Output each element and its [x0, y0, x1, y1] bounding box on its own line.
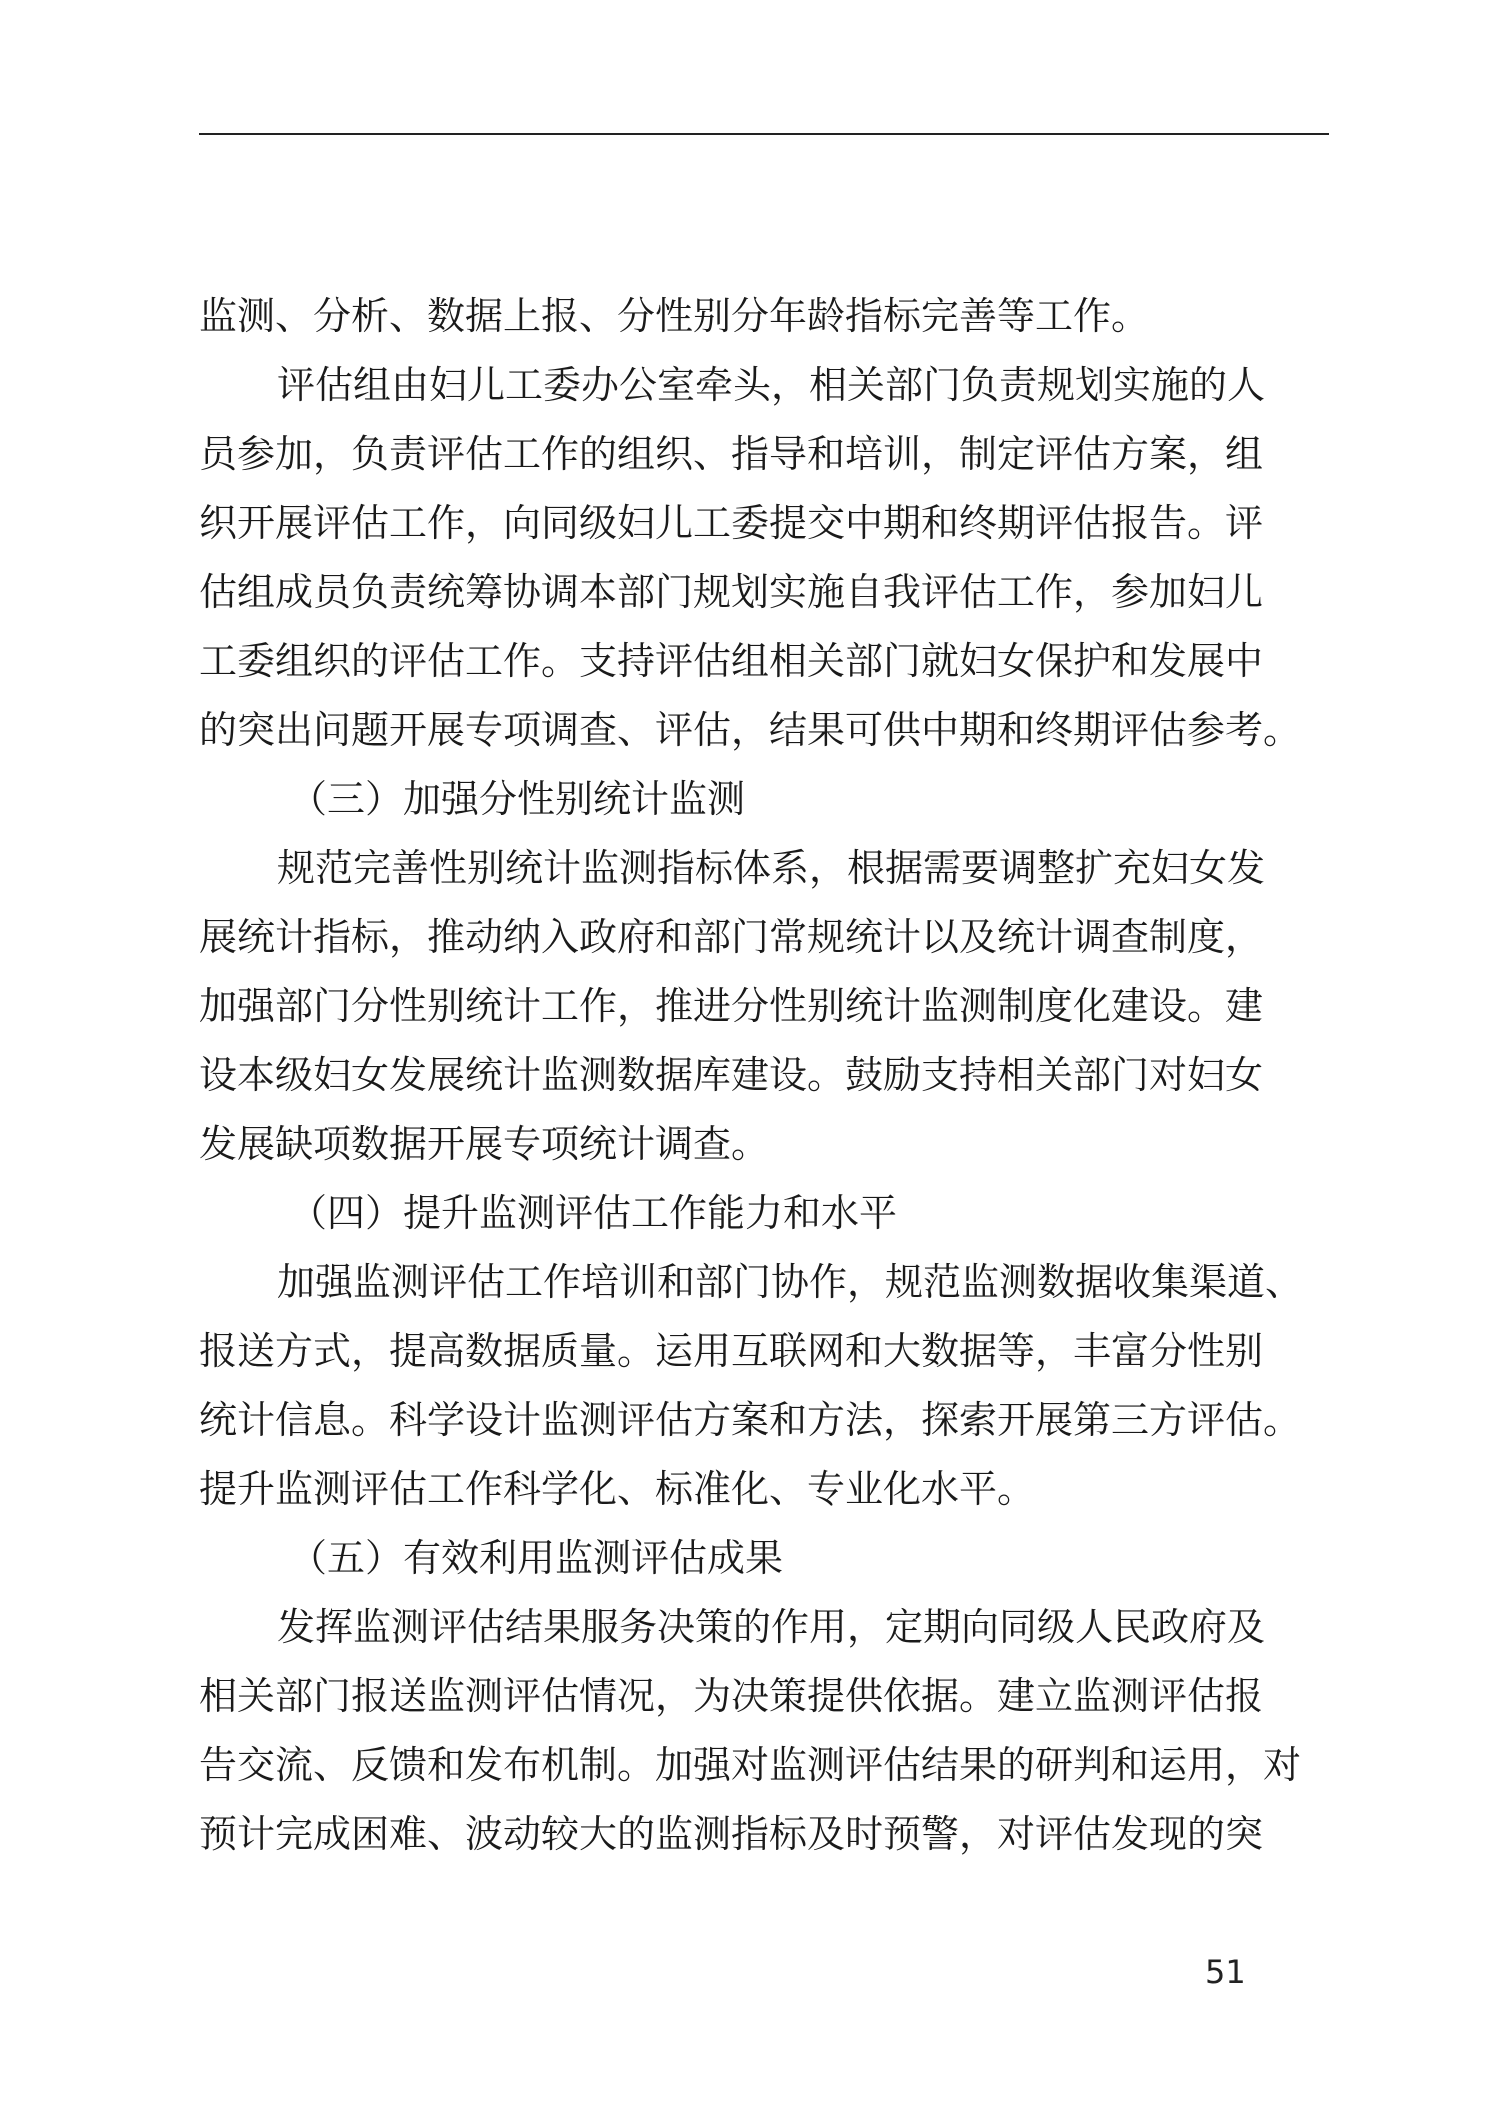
text-line: 发挥监测评估结果服务决策的作用，定期向同级人民政府及 [277, 1605, 1266, 1649]
text-line: 统计信息。科学设计监测评估方案和方法，探索开展第三方评估。 [199, 1398, 1302, 1442]
page-number: 51 [1205, 1953, 1246, 1991]
text-line: 加强监测评估工作培训和部门协作，规范监测数据收集渠道、 [277, 1260, 1304, 1304]
text-line: 设本级妇女发展统计监测数据库建设。鼓励支持相关部门对妇女 [199, 1053, 1264, 1097]
text-line: 相关部门报送监测评估情况，为决策提供依据。建立监测评估报 [199, 1674, 1264, 1718]
body-text [199, 282, 1349, 1869]
text-line: 织开展评估工作，向同级妇儿工委提交中期和终期评估报告。评 [199, 501, 1264, 545]
text-line: 预计完成困难、波动较大的监测指标及时预警，对评估发现的突 [199, 1812, 1264, 1856]
text-line: 报送方式，提高数据质量。运用互联网和大数据等，丰富分性别 [199, 1329, 1264, 1373]
text-line: 的突出问题开展专项调查、评估，结果可供中期和终期评估参考。 [199, 708, 1302, 752]
text-line: 员参加，负责评估工作的组织、指导和培训，制定评估方案，组 [199, 432, 1264, 476]
text-line: 工委组织的评估工作。支持评估组相关部门就妇女保护和发展中 [199, 639, 1264, 683]
section-heading: （五）有效利用监测评估成果 [289, 1536, 784, 1580]
text-line: 评估组由妇儿工委办公室牵头，相关部门负责规划实施的人 [277, 363, 1266, 407]
section-heading: （三）加强分性别统计监测 [289, 777, 746, 821]
text-line: 监测、分析、数据上报、分性别分年龄指标完善等工作。 [199, 294, 1150, 338]
text-line: 规范完善性别统计监测指标体系，根据需要调整扩充妇女发 [277, 846, 1266, 890]
text-line: 加强部门分性别统计工作，推进分性别统计监测制度化建设。建 [199, 984, 1264, 1028]
text-line: 展统计指标，推动纳入政府和部门常规统计以及统计调查制度， [199, 915, 1264, 959]
text-line: 提升监测评估工作科学化、标准化、专业化水平。 [199, 1467, 1036, 1511]
header-rule [199, 133, 1329, 135]
text-line: 发展缺项数据开展专项统计调查。 [199, 1122, 770, 1166]
section-heading: （四）提升监测评估工作能力和水平 [289, 1191, 898, 1235]
text-line: 告交流、反馈和发布机制。加强对监测评估结果的研判和运用，对 [199, 1743, 1302, 1787]
text-line: 估组成员负责统筹协调本部门规划实施自我评估工作，参加妇儿 [199, 570, 1264, 614]
